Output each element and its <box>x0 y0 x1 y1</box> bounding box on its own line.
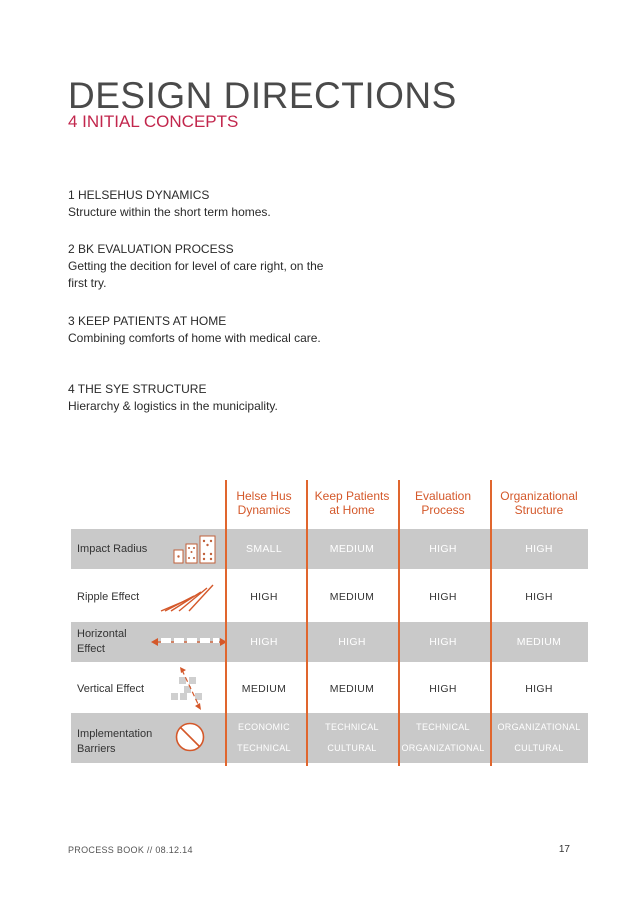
cell-organizational: MEDIUM <box>516 636 562 648</box>
concept-4 <box>68 381 328 415</box>
concept-1 <box>68 187 328 221</box>
cell-keep-patients: MEDIUM <box>329 591 375 603</box>
column-header-evaluation: Evaluation Process <box>414 489 472 517</box>
cell-evaluation: TECHNICAL ORGANIZATIONAL <box>401 722 485 753</box>
column-header-keep-patients: Keep Patients at Home <box>314 489 390 517</box>
cell-organizational: HIGH <box>525 683 553 695</box>
cell-organizational: HIGH <box>525 543 553 555</box>
table-row-implementation-barriers <box>71 713 588 763</box>
row-label: Horizontal Effect <box>77 628 127 655</box>
table-row-vertical-effect <box>71 667 588 711</box>
concept-heading: 3 KEEP PATIENTS AT HOME <box>68 314 227 328</box>
cell-organizational: ORGANIZATIONAL CULTURAL <box>497 722 581 753</box>
column-divider <box>398 480 400 766</box>
row-label: Ripple Effect <box>77 591 140 603</box>
concept-heading: 2 BK EVALUATION PROCESS <box>68 242 234 256</box>
cell-helse-hus: HIGH <box>250 591 278 603</box>
concept-description: Getting the decition for level of care right, on the first try. <box>68 259 324 290</box>
concept-heading: 1 HELSEHUS DYNAMICS <box>68 188 210 202</box>
ripple-lines-icon <box>159 583 217 613</box>
column-divider <box>306 480 308 766</box>
column-divider <box>225 480 227 766</box>
cell-keep-patients: MEDIUM <box>329 543 375 555</box>
page-number: 17 <box>558 844 570 855</box>
cell-helse-hus: HIGH <box>250 636 278 648</box>
cell-organizational: HIGH <box>525 591 553 603</box>
vertical-arrow-icon <box>167 667 209 711</box>
concept-description: Structure within the short term homes. <box>68 205 271 219</box>
column-header-helse-hus: Helse Hus Dynamics <box>236 489 292 517</box>
cell-evaluation: HIGH <box>429 591 457 603</box>
cell-keep-patients: TECHNICAL CULTURAL <box>325 722 379 753</box>
table-row-horizontal-effect <box>71 622 588 662</box>
cell-helse-hus: ECONOMIC TECHNICAL <box>237 722 291 753</box>
cell-evaluation: HIGH <box>429 543 457 555</box>
concept-3 <box>68 313 328 347</box>
row-label: Vertical Effect <box>77 683 145 695</box>
cell-helse-hus: MEDIUM <box>241 683 287 695</box>
concept-2 <box>68 241 328 292</box>
table-row-impact-radius <box>71 529 588 569</box>
concept-description: Combining comforts of home with medical care. <box>68 331 321 345</box>
dice-size-icon <box>173 535 217 565</box>
cell-keep-patients: HIGH <box>338 636 366 648</box>
row-label: Implementation Barriers <box>77 728 153 755</box>
row-label: Impact Radius <box>77 543 148 555</box>
concept-heading: 4 THE SYE STRUCTURE <box>68 382 207 396</box>
cell-evaluation: HIGH <box>429 636 457 648</box>
cell-keep-patients: MEDIUM <box>329 683 375 695</box>
table-row-ripple-effect <box>71 577 588 617</box>
cell-helse-hus: SMALL <box>246 543 282 555</box>
page-subtitle: 4 INITIAL CONCEPTS <box>68 112 239 131</box>
page-title: DESIGN DIRECTIONS <box>68 75 457 116</box>
column-header-organizational: Organizational Structure <box>500 489 578 517</box>
footer-process-book: PROCESS BOOK // 08.12.14 <box>68 845 193 855</box>
no-entry-icon <box>174 721 206 753</box>
concept-description: Hierarchy & logistics in the municipality. <box>68 399 278 413</box>
cell-evaluation: HIGH <box>429 683 457 695</box>
column-divider <box>490 480 492 766</box>
